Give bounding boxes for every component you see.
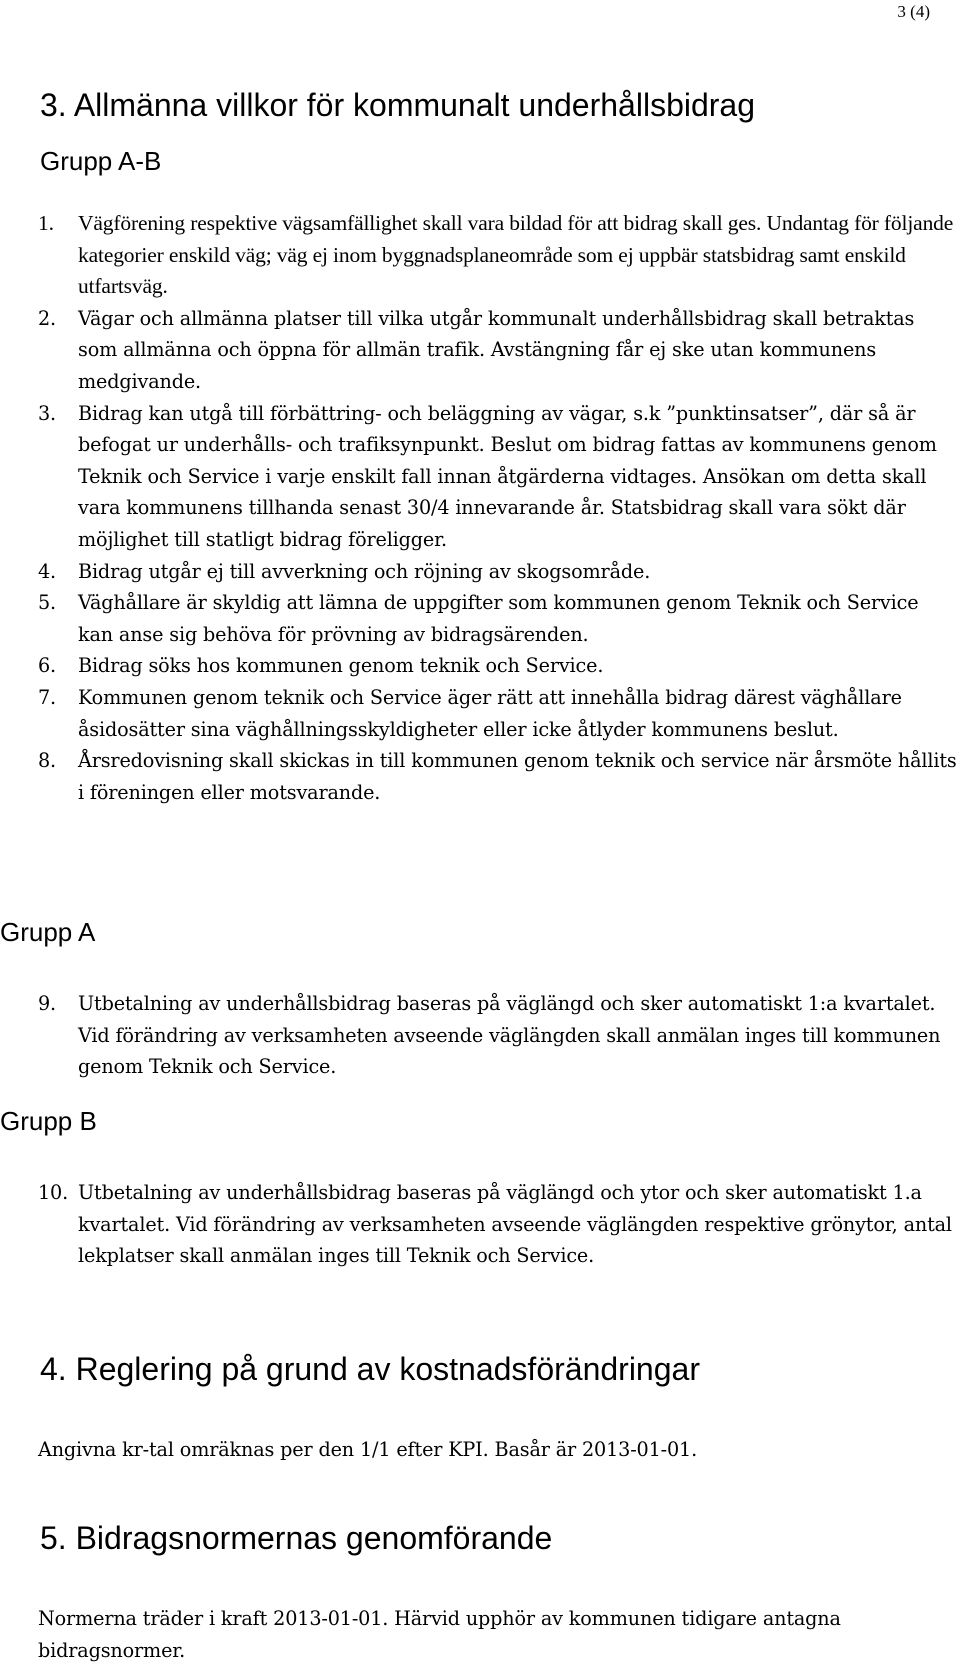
item-number: 2. [38, 306, 57, 330]
section-3-heading: 3. Allmänna villkor för kommunalt underhållsbidrag [40, 87, 756, 123]
item-text: Utbetalning av underhållsbidrag baseras på väglängd och ytor och sker automatiskt 1.a kvartalet. Vid förändring av verksamheten avseende väglängden respektive grönytor, antal lekplatser skall anmälan inges till Teknik och Service. [78, 1181, 952, 1268]
item-number: 4. [38, 559, 57, 583]
list-item [38, 556, 958, 588]
section-4-heading: 4. Reglering på grund av kostnadsförändringar [40, 1351, 700, 1387]
item-text: Kommunen genom teknik och Service äger rätt att innehålla bidrag därest väghållare åsidosätter sina väghållningsskyldigheter eller icke åtlyder kommunens beslut. [78, 685, 902, 741]
group-ab-list [38, 208, 958, 808]
item-text: Vägförening respektive vägsamfällighet skall vara bildad för att bidrag skall ges. Undantag för följande kategorier enskild väg; väg ej inom byggnadsplaneområde som ej uppbär statsbidrag samt enskild utfartsväg. [78, 211, 954, 299]
group-a-heading: Grupp A [0, 917, 96, 947]
item-text: Utbetalning av underhållsbidrag baseras på väglängd och sker automatiskt 1:a kvartalet. Vid förändring av verksamheten avseende väglängden skall anmälan inges till kommunen genom Teknik och Service. [78, 992, 941, 1079]
list-item [38, 988, 958, 1083]
item-number: 3. [38, 401, 57, 425]
list-item [38, 745, 958, 808]
list-item [38, 587, 958, 650]
list-item [38, 303, 958, 398]
item-number: 5. [38, 591, 57, 615]
item-number: 8. [38, 749, 57, 773]
list-item [38, 1177, 958, 1272]
item-text: Väghållare är skyldig att lämna de uppgifter som kommunen genom Teknik och Service kan anse sig behöva för prövning av bidragsärenden. [78, 591, 919, 646]
item-text: Vägar och allmänna platser till vilka utgår kommunalt underhållsbidrag skall betraktas som allmänna och öppna för allmän trafik. Avstängning får ej ske utan kommunens medgivande. [78, 306, 915, 393]
item-text: Bidrag kan utgå till förbättring- och beläggning av vägar, s.k ”punktinsatser”, där så är befogat ur underhålls- och trafiksynpunkt. Beslut om bidrag fattas av kommunens genom Teknik och Service i varje enskilt fall innan åtgärderna vidtages. Ansökan om detta skall vara kommunens tillhanda senast 30/4 innevarande år. Statsbidrag skall vara sökt där möjlighet till statligt bidrag föreligger. [78, 401, 937, 551]
section-4-text: Angivna kr-tal omräknas per den 1/1 efter KPI. Basår är 2013-01-01. [38, 1438, 698, 1461]
list-item [38, 650, 958, 682]
item-text: Årsredovisning skall skickas in till kommunen genom teknik och service när årsmöte hållits i föreningen eller motsvarande. [78, 749, 957, 804]
item-number: 1. [38, 211, 54, 235]
list-item [38, 682, 958, 745]
group-ab-heading: Grupp A-B [40, 146, 162, 176]
item-text: Bidrag utgår ej till avverkning och röjning av skogsområde. [78, 559, 651, 583]
list-item [38, 398, 958, 556]
page-number: 3 (4) [897, 2, 930, 21]
group-a-list [38, 988, 958, 1083]
item-number: 6. [38, 654, 57, 678]
list-item [38, 208, 958, 303]
section-5-heading: 5. Bidragsnormernas genomförande [40, 1520, 553, 1556]
item-number: 10. [38, 1181, 69, 1204]
item-number: 7. [38, 685, 57, 709]
section-5-text: Normerna träder i kraft 2013-01-01. Härvid upphör av kommunen tidigare antagna bidragsnormer. [38, 1607, 841, 1662]
group-b-list [38, 1177, 958, 1272]
item-text: Bidrag söks hos kommunen genom teknik och Service. [78, 654, 604, 678]
item-number: 9. [38, 992, 57, 1015]
group-b-heading: Grupp B [0, 1106, 97, 1136]
